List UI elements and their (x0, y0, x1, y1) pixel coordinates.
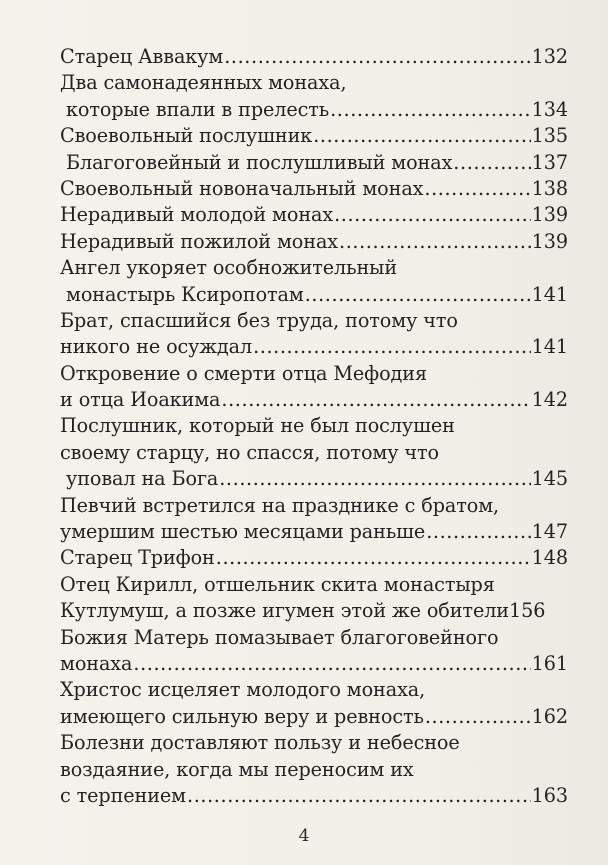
toc-entry-page: 141 (531, 335, 568, 359)
toc-entry-line (60, 255, 568, 281)
toc-entry-line (60, 757, 568, 783)
dot-leader (334, 202, 531, 228)
table-of-contents (60, 44, 568, 809)
toc-entry-line (60, 440, 568, 466)
toc-entry (60, 176, 568, 202)
toc-entry-line (60, 493, 568, 519)
toc-entry-title: Отец Кирилл, отшельник скита монастыря (60, 572, 495, 596)
dot-leader (426, 519, 530, 545)
toc-entry-page: 135 (531, 124, 568, 148)
toc-entry (60, 308, 568, 361)
toc-entry-page: 141 (531, 282, 568, 306)
toc-entry-title: и отца Иоакима (60, 388, 221, 412)
toc-entry (60, 229, 568, 255)
toc-entry-page: 162 (531, 704, 568, 728)
toc-entry-title: которые впали в прелесть (60, 97, 330, 121)
toc-entry-page: 148 (531, 546, 568, 570)
toc-entry-title: Своевольный послушник (60, 124, 313, 148)
toc-entry-title: Откровение о смерти отца Мефодия (60, 361, 427, 385)
dot-leader (313, 123, 530, 149)
dot-leader (187, 783, 531, 809)
dot-leader (219, 466, 530, 492)
toc-entry-title: своему старцу, но спасся, потому что (60, 440, 439, 464)
toc-entry-page: 132 (531, 45, 568, 68)
toc-entry-title: Брат, спасшийся без труда, потому что (60, 308, 458, 332)
toc-entry-page: 145 (531, 467, 568, 491)
toc-entry-page: 137 (531, 150, 568, 174)
dot-leader (224, 44, 530, 70)
toc-entry-title: воздаяние, когда мы переносим их (60, 757, 414, 781)
toc-entry (60, 361, 568, 414)
toc-entry-page: 138 (531, 176, 568, 200)
dot-leader (330, 97, 531, 123)
toc-entry-line (60, 361, 568, 387)
toc-entry (60, 255, 568, 308)
toc-entry-title: Послушник, который не был послушен (60, 414, 455, 438)
dot-leader (453, 150, 530, 176)
toc-entry-title: Два самонадеянных монаха, (60, 71, 347, 95)
toc-entry-title: Ангел укоряет особножительный (60, 256, 398, 280)
toc-entry-page: 142 (531, 388, 568, 412)
toc-entry-title: Болезни доставляют пользу и небесное (60, 731, 460, 755)
dot-leader (424, 176, 530, 202)
toc-entry-line-last (60, 598, 568, 624)
dot-leader (216, 545, 531, 571)
toc-entry-line-last (60, 704, 568, 730)
toc-entry-title: уповал на Бога (60, 467, 219, 491)
toc-entry-title: умершим шестью месяцами раньше (60, 520, 426, 544)
toc-entry (60, 123, 568, 149)
toc-entry-title: Христос исцеляет молодого монаха, (60, 678, 426, 702)
toc-entry-title: Нерадивый пожилой монах (60, 229, 339, 253)
toc-entry-line-last (60, 282, 568, 308)
dot-leader (425, 704, 531, 730)
toc-entry-title: с терпением (60, 783, 186, 807)
toc-entry-line (60, 413, 568, 439)
toc-entry-title: Нерадивый молодой монах (60, 203, 334, 227)
toc-entry-line (60, 730, 568, 756)
toc-entry-line-last (60, 176, 568, 202)
toc-entry-line (60, 572, 568, 598)
page-number: 4 (298, 826, 310, 846)
toc-entry-title: Благоговейный и послушливый монах (60, 150, 453, 174)
toc-entry-page: 139 (531, 203, 568, 227)
toc-entry-line-last (60, 519, 568, 545)
toc-entry (60, 545, 568, 571)
toc-entry-line (60, 625, 568, 651)
toc-entry-title: Старец Трифон (60, 546, 215, 570)
toc-entry-line-last (60, 123, 568, 149)
toc-entry-title: Певчий встретился на празднике с братом, (60, 493, 500, 517)
toc-entry-title: монастырь Ксиропотам (60, 282, 304, 306)
dot-leader (133, 651, 530, 677)
toc-entry (60, 493, 568, 546)
toc-entry-line-last (60, 387, 568, 413)
toc-entry (60, 202, 568, 228)
toc-entry-line (60, 308, 568, 334)
dot-leader (253, 334, 531, 360)
toc-entry-title: монаха (60, 651, 133, 675)
toc-entry-title: никого не осуждал (60, 335, 253, 359)
toc-entry-line-last (60, 44, 568, 70)
toc-entry-line-last (60, 229, 568, 255)
toc-entry-line-last (60, 783, 568, 809)
toc-entry-line-last (60, 202, 568, 228)
toc-entry-line-last (60, 150, 568, 176)
dot-leader (305, 282, 531, 308)
toc-entry-line-last (60, 545, 568, 571)
toc-entry-title: Кутлумуш, а позже игумен этой же обители (60, 599, 509, 623)
toc-entry (60, 70, 568, 123)
toc-entry-page: 139 (531, 229, 568, 253)
toc-entry-page: 161 (531, 651, 568, 675)
toc-entry (60, 150, 568, 176)
toc-entry-title: Божия Матерь помазывает благоговейного (60, 625, 499, 649)
toc-entry-line-last (60, 651, 568, 677)
toc-entry (60, 677, 568, 730)
toc-entry-line-last (60, 334, 568, 360)
dot-leader (339, 229, 531, 255)
toc-entry-page: 163 (531, 783, 568, 807)
toc-entry (60, 625, 568, 678)
toc-entry (60, 413, 568, 492)
toc-entry (60, 730, 568, 809)
toc-entry-line-last (60, 97, 568, 123)
toc-entry-line (60, 70, 568, 96)
toc-entry-title: имеющего сильную веру и ревность (60, 704, 424, 728)
toc-entry-page: 134 (531, 97, 568, 121)
toc-entry (60, 44, 568, 70)
dot-leader (221, 387, 530, 413)
toc-entry-page: 156 (508, 599, 546, 623)
toc-entry-line (60, 677, 568, 703)
toc-entry-line-last (60, 466, 568, 492)
toc-entry-title: Своевольный новоначальный монах (60, 176, 424, 200)
toc-entry-page: 147 (531, 520, 568, 544)
toc-entry-title: Старец Аввакум (60, 45, 224, 68)
toc-entry (60, 572, 568, 625)
